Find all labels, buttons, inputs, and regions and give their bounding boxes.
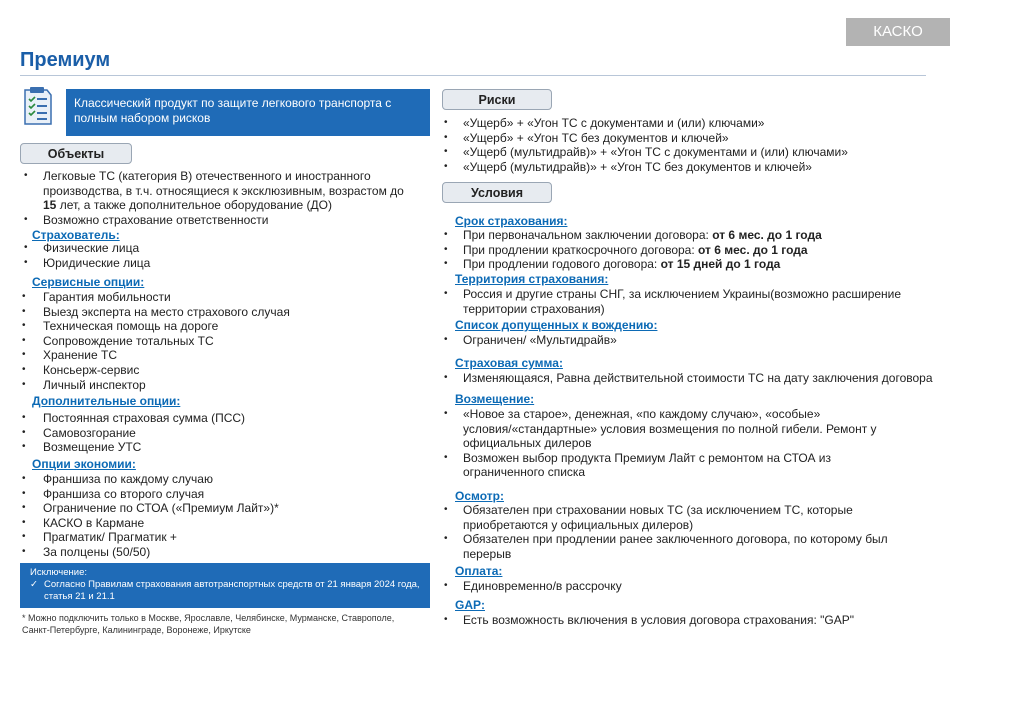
additional-options-list xyxy=(22,411,412,455)
economy-options-list xyxy=(22,472,412,560)
list-item: • Франшиза со второго случая xyxy=(22,487,412,502)
list-item: • Консьерж-сервис xyxy=(22,363,412,378)
footnote: * Можно подключить только в Москве, Ярославле, Челябинске, Мурманске, Ставрополе, Санкт-Петербурге, Калининграде, Воронеже, Иркутске xyxy=(22,613,395,635)
list-item: • При продлении годового договора: от 15 дней до 1 года xyxy=(444,257,924,272)
list-item: • Россия и другие страны СНГ, за исключением Украины(возможно расширение территории страхования) xyxy=(444,287,914,316)
objects-list xyxy=(24,169,414,227)
list-item: • Личный инспектор xyxy=(22,378,412,393)
sum-list xyxy=(444,371,934,386)
service-options-heading: Сервисные опции: xyxy=(32,275,145,289)
list-item: • Есть возможность включения в условия договора страхования: "GAP" xyxy=(444,613,924,628)
list-item: • «Ущерб (мультидрайв)» + «Угон ТС с документами и (или) ключами» xyxy=(444,145,924,160)
list-item: • «Ущерб» + «Угон ТС без документов и ключей» xyxy=(444,131,924,146)
list-item: • За полцены (50/50) xyxy=(22,545,412,560)
insurer-heading: Страхователь: xyxy=(32,228,120,242)
list-item: • Физические лица xyxy=(24,241,414,256)
risks-list xyxy=(444,116,924,174)
gap-heading: GAP: xyxy=(455,598,485,612)
inspection-heading: Осмотр: xyxy=(455,489,504,503)
service-options-list xyxy=(22,290,412,392)
list-item: • Возможно страхование ответственности xyxy=(24,213,414,228)
list-item: • Сопровождение тотальных ТС xyxy=(22,334,412,349)
list-item: • Франшиза по каждому случаю xyxy=(22,472,412,487)
territory-list xyxy=(444,287,914,316)
additional-options-heading: Дополнительные опции: xyxy=(32,394,181,408)
exclusion-text: Согласно Правилам страхования автотранспортных средств от 21 января 2024 года, статья 21 и 21.1 xyxy=(44,579,420,602)
product-badge: КАСКО xyxy=(846,18,950,46)
list-item: • При продлении краткосрочного договора: от 6 мес. до 1 года xyxy=(444,243,924,258)
list-item: • Самовозгорание xyxy=(22,426,412,441)
list-item: • Обязателен при страховании новых ТС (за исключением ТС, которые приобретаются у официальных дилеров) xyxy=(444,503,894,532)
list-item: • Возможен выбор продукта Премиум Лайт с ремонтом на СТОА из ограниченного списка xyxy=(444,451,894,480)
list-item: • Возмещение УТС xyxy=(22,440,412,455)
exclusion-box xyxy=(20,563,430,608)
checkmark-icon: ✓ xyxy=(30,579,38,590)
list-item: • Техническая помощь на дороге xyxy=(22,319,412,334)
compensation-list xyxy=(444,407,894,480)
conditions-heading: Условия xyxy=(442,182,552,203)
payment-heading: Оплата: xyxy=(455,564,503,578)
objects-heading: Объекты xyxy=(20,143,132,164)
exclusion-item xyxy=(30,579,420,603)
title-divider xyxy=(20,75,926,76)
gap-list xyxy=(444,613,924,628)
list-item: • Юридические лица xyxy=(24,256,414,271)
product-description-banner: Классический продукт по защите легкового транспорта с полным набором рисков xyxy=(66,89,430,136)
exclusion-title: Исключение: xyxy=(30,567,88,578)
term-heading: Срок страхования: xyxy=(455,214,568,228)
list-item: • Изменяющаяся, Равна действительной стоимости ТС на дату заключения договора xyxy=(444,371,934,386)
list-item: • Постоянная страховая сумма (ПСС) xyxy=(22,411,412,426)
economy-options-heading: Опции экономии: xyxy=(32,457,136,471)
checklist-icon xyxy=(20,86,54,131)
list-item: • Единовременно/в рассрочку xyxy=(444,579,914,594)
list-item: • «Новое за старое», денежная, «по каждому случаю», «особые» условия/«стандартные» условия возмещения по полной гибели. Ремонт у официальных дилеров xyxy=(444,407,894,451)
list-item: • КАСКО в Кармане xyxy=(22,516,412,531)
list-item: • При первоначальном заключении договора: от 6 мес. до 1 года xyxy=(444,228,924,243)
list-item: • Ограничение по СТОА («Премиум Лайт»)* xyxy=(22,501,412,516)
list-item: • Ограничен/ «Мультидрайв» xyxy=(444,333,914,348)
list-item: • Обязателен при продлении ранее заключенного договора, по которому был перерыв xyxy=(444,532,894,561)
drivers-heading: Список допущенных к вождению: xyxy=(455,318,658,332)
compensation-heading: Возмещение: xyxy=(455,392,535,406)
list-item: • «Ущерб (мультидрайв)» + «Угон ТС без документов и ключей» xyxy=(444,160,924,175)
list-item: • Хранение ТС xyxy=(22,348,412,363)
payment-list xyxy=(444,579,914,594)
drivers-list xyxy=(444,333,914,348)
territory-heading: Территория страхования: xyxy=(455,272,609,286)
risks-heading: Риски xyxy=(442,89,552,110)
sum-heading: Страховая сумма: xyxy=(455,356,563,370)
list-item: • «Ущерб» + «Угон ТС с документами и (или) ключами» xyxy=(444,116,924,131)
inspection-list xyxy=(444,503,894,561)
term-list xyxy=(444,228,924,272)
list-item: • Прагматик/ Прагматик + xyxy=(22,530,412,545)
list-item: • Легковые ТС (категория В) отечественного и иностранного производства, в т.ч. относящиеся к эксклюзивным, возрастом до 15 лет, а также дополнительное оборудование (ДО) xyxy=(24,169,414,213)
list-item: • Выезд эксперта на место страхового случая xyxy=(22,305,412,320)
insurer-list xyxy=(24,241,414,270)
page-title: Премиум xyxy=(20,49,111,71)
list-item: • Гарантия мобильности xyxy=(22,290,412,305)
